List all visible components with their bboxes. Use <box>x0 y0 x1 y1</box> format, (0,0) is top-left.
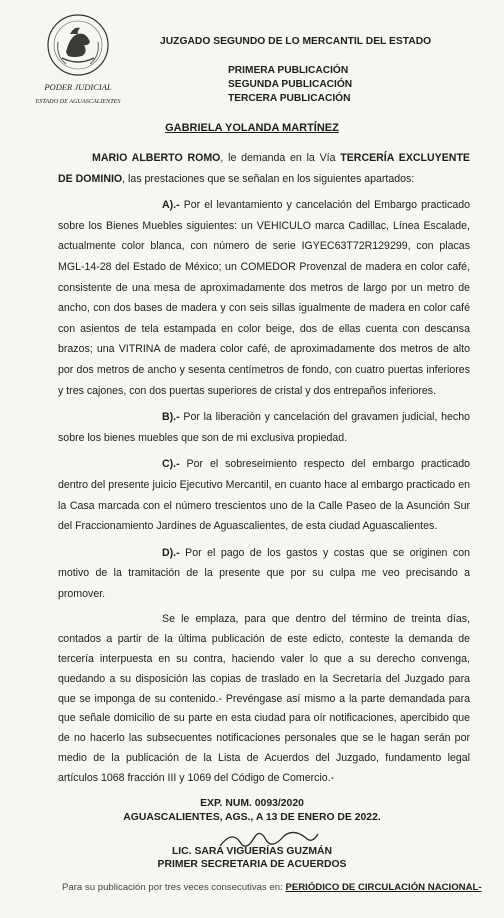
footer-publication: PERIÓDICO DE CIRCULACIÓN NACIONAL- <box>285 882 482 893</box>
state-label: ESTADO DE AGUASCALIENTES <box>35 98 121 105</box>
claim-text: Por el sobreseimiento respecto del embargo practicado dentro del presente juicio Ejecutivo Mercantil, en cuanto hace al embargo practicado en la Casa marcada con el número trescientos uno de la Calle Paseo de la Asunción Sur del Fraccionamiento Jardines de Aguascalientes, de esta ciudad Aguascalientes. <box>58 458 470 533</box>
claim-label: B).- <box>162 411 180 424</box>
mexican-coat-of-arms-seal <box>44 12 112 78</box>
claim-label: A).- <box>162 199 180 212</box>
claim-text: Por la liberación y cancelación del gravamen judicial, hecho sobre los bienes muebles que son de mi exclusiva propiedad. <box>58 411 470 444</box>
claim-text: Por el pago de los gastos y costas que se originen con motivo de la tramitación de la presente que por su culpa me veo precisando a promover. <box>58 546 470 600</box>
claim-item-b <box>58 407 470 448</box>
addressee-name: GABRIELA YOLANDA MARTÍNEZ <box>165 122 339 134</box>
intro-paragraph <box>58 148 470 189</box>
intro-text-1: , le demanda en la Vía <box>220 152 341 164</box>
signer-name: LIC. SARA VIGUERÍAS GUZMÁN <box>171 846 333 857</box>
publication-first: PRIMERA PUBLICACIÓN <box>228 65 349 76</box>
court-name: JUZGADO SEGUNDO DE LO MERCANTIL DEL ESTADO <box>160 36 432 47</box>
judicial-branch-label: PODER JUDICIAL <box>44 82 112 92</box>
claim-text: Por el levantamiento y cancelación del Embargo practicado sobre los Bienes Muebles siguientes: un VEHICULO marca Cadillac, Línea Escalade, actualmente color blanca, con número de serie IGYEC63T72R129299, con placas MGL-14-28 del Estado de México; un COMEDOR Provenzal de madera en color café, consistente de una mesa de aproximadamente dos metros de largo por un metro de ancho, con dos bases de madera y con seis sillas igualmente de madera en color café con asientos de tela estampada en color beige, dos de ellas cuenta con descansa brazos; una VITRINA de madera color café, de aproximadamente dos metros de alto por dos metros de ancho y sesenta centímetros de fondo, con cuatro puertas inferiores y tres cajones, con dos puertas superiores de cristal y dos entrepaños inferiores. <box>58 199 470 397</box>
place-date: AGUASCALIENTES, AGS., A 13 DE ENERO DE 2022. <box>123 812 381 823</box>
publication-footer <box>62 882 482 893</box>
plaintiff-name: MARIO ALBERTO ROMO <box>92 152 221 164</box>
claim-item-a <box>58 195 470 401</box>
claim-label: C).- <box>162 458 180 471</box>
publication-list <box>228 64 428 105</box>
publication-second: SEGUNDA PUBLICACIÓN <box>228 78 353 90</box>
edict-body <box>58 148 470 789</box>
signer-title: PRIMER SECRETARIA DE ACUERDOS <box>157 859 347 870</box>
claim-item-c <box>58 454 470 536</box>
case-number: EXP. NUM. 0093/2020 <box>200 798 304 809</box>
summons-paragraph: Se le emplaza, para que dentro del término de treinta días, contados a partir de la última publicación de este edicto, conteste la demanda de tercería interpuesta en su contra, haciendo valer lo que a su derecho convenga, quedando a su disposición las copias de traslado en la Secretaría del Juzgado para que se imponga de su contenido.- Prevéngase así mismo a la parte demandada para que señale domicilio de su parte en esta ciudad para oír notificaciones, apercibido que de no hacerlo las subsecuentes notificaciones personales que se le hagan serán por medio de la publicación de la Lista de Acuerdos del Juzgado, fundamento legal artículos 1068 fracción III y 1069 del Código de Comercio.- <box>58 613 470 784</box>
claim-item-d <box>58 543 470 605</box>
claim-label: D).- <box>162 546 180 559</box>
publication-third: TERCERA PUBLICACIÓN <box>228 92 351 104</box>
claim-type: TERCERÍA EXCLUYENTE DE DOMINIO <box>58 152 470 185</box>
footer-text: Para su publicación por tres veces consecutivas en: <box>62 882 286 893</box>
intro-text-2: , las prestaciones que se señalan en los siguientes apartados: <box>122 172 415 185</box>
